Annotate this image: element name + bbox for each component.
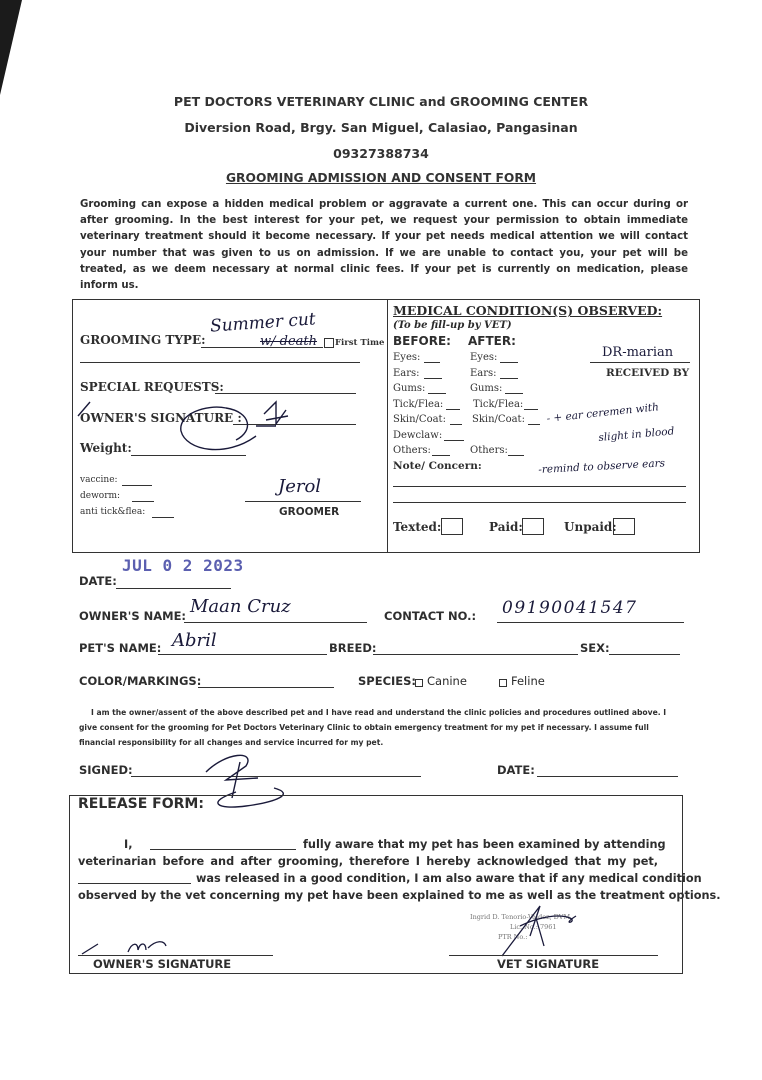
texted-label: Texted:: [393, 520, 442, 534]
vaccine-label: vaccine:: [80, 475, 118, 485]
owner-name-value: Maan Cruz: [190, 596, 291, 617]
unpaid-checkbox[interactable]: [613, 518, 635, 535]
before-label: BEFORE:: [393, 334, 451, 348]
skin-note-1: - + ear ceremen with: [546, 401, 660, 425]
release-text-4: observed by the vet concerning my pet have been explained to me as well as the treatment options.: [78, 889, 721, 902]
unpaid-label: Unpaid:: [564, 520, 617, 534]
skin-note-2: slight in blood: [598, 425, 675, 444]
owner-release-line[interactable]: [78, 955, 273, 956]
owner-name-line[interactable]: [184, 622, 367, 623]
clinic-name: PET DOCTORS VETERINARY CLINIC and GROOMING CENTER: [173, 94, 589, 109]
first-time-checkbox[interactable]: [324, 338, 334, 348]
canine-checkbox[interactable]: [415, 679, 423, 687]
line-before-tick[interactable]: [446, 409, 460, 410]
sex-line[interactable]: [609, 654, 680, 655]
line-before-ears[interactable]: [424, 378, 442, 379]
color-markings-label: COLOR/MARKINGS:: [79, 674, 202, 688]
note-line-2[interactable]: [393, 502, 686, 503]
before-tick: Tick/Flea:: [393, 399, 444, 410]
sex-label: SEX:: [580, 641, 610, 655]
after-ears: Ears:: [470, 368, 497, 379]
box-divider: [387, 299, 388, 553]
before-ears: Ears:: [393, 368, 420, 379]
grooming-extra-line: [80, 362, 360, 363]
special-requests-line[interactable]: [215, 393, 356, 394]
note-line-1[interactable]: [393, 486, 686, 487]
line-after-gums[interactable]: [505, 393, 523, 394]
medical-subtitle: (To be fill-up by VET): [393, 320, 512, 331]
feline-checkbox[interactable]: [499, 679, 507, 687]
after-tick: Tick/Flea:: [473, 399, 524, 410]
note-value: -remind to observe ears: [538, 457, 666, 476]
anti-tick-label: anti tick&flea:: [80, 507, 146, 517]
release-text-3: was released in a good condition, I am also aware that if any medical condition: [196, 872, 702, 885]
note-label: Note/ Concern:: [393, 460, 482, 472]
after-eyes: Eyes:: [470, 352, 498, 363]
signed-date-line[interactable]: [537, 776, 678, 777]
clinic-phone: 09327388734: [333, 146, 429, 161]
species-label: SPECIES:: [358, 674, 417, 688]
release-i-label: I,: [124, 838, 133, 851]
weight-label: Weight:: [80, 441, 132, 455]
weight-line[interactable]: [131, 455, 246, 456]
signed-label: SIGNED:: [79, 763, 133, 777]
received-by-label: RECEIVED BY: [606, 367, 690, 379]
canine-label: Canine: [427, 674, 467, 688]
medical-title: MEDICAL CONDITION(S) OBSERVED:: [393, 303, 663, 318]
release-text-2: veterinarian before and after grooming, therefore I hereby acknowledged that my pet,: [78, 855, 659, 868]
grooming-type-value: Summer cut: [209, 309, 317, 337]
owner-signature-label: OWNER'S SIGNATURE :: [80, 411, 242, 425]
release-form-title: RELEASE FORM:: [78, 796, 204, 812]
clinic-address: Diversion Road, Brgy. San Miguel, Calasiao, Pangasinan: [184, 120, 578, 135]
received-by-line: [590, 362, 690, 363]
vaccine-line[interactable]: [122, 485, 152, 486]
special-requests-label: SPECIAL REQUESTS:: [80, 380, 224, 394]
grooming-type-value-2: w/ death: [260, 334, 318, 349]
paid-checkbox[interactable]: [522, 518, 544, 535]
line-before-skin[interactable]: [450, 424, 462, 425]
pet-name-line[interactable]: [158, 654, 327, 655]
after-gums: Gums:: [470, 383, 503, 394]
line-after-tick[interactable]: [524, 409, 538, 410]
groomer-line: [245, 501, 361, 502]
contact-line[interactable]: [497, 622, 684, 623]
line-before-eyes[interactable]: [424, 362, 440, 363]
release-pet-line[interactable]: [78, 883, 191, 884]
line-before-gums[interactable]: [428, 393, 446, 394]
breed-label: BREED:: [329, 641, 377, 655]
groomer-name: Jerol: [278, 476, 322, 497]
signed-date-label: DATE:: [497, 763, 535, 777]
contact-label: CONTACT NO.:: [384, 609, 477, 623]
date-label: DATE:: [79, 574, 117, 588]
scan-corner-shadow: [0, 0, 22, 95]
owner-name-label: OWNER'S NAME:: [79, 609, 187, 623]
texted-checkbox[interactable]: [441, 518, 463, 535]
owner-release-label: OWNER'S SIGNATURE: [93, 957, 232, 971]
vet-stamp-line-2: Lic. No.: 7961: [510, 923, 557, 931]
before-gums: Gums:: [393, 383, 426, 394]
vet-stamp-line-1: Ingrid D. Tenorio-Valdez, DVM: [470, 913, 571, 921]
first-time-label: First Time: [335, 338, 385, 348]
before-dewclaw: Dewclaw:: [393, 430, 443, 441]
consent-paragraph: I am the owner/assent of the above described pet and I have read and understand the clinic policies and procedures outlined above. I give consent for the grooming for Pet Doctors Veterinary Clinic to obtain emergency treatment for my pet if necessary. I assume full financial responsibility for all changes and service incurred for my pet.: [79, 708, 667, 747]
breed-line[interactable]: [373, 654, 578, 655]
pet-name-label: PET'S NAME:: [79, 641, 162, 655]
line-before-dewclaw[interactable]: [444, 440, 464, 441]
deworm-label: deworm:: [80, 491, 121, 501]
before-skin: Skin/Coat:: [393, 414, 446, 425]
pet-name-value: Abril: [172, 630, 217, 651]
after-others: Others:: [470, 445, 508, 456]
before-eyes: Eyes:: [393, 352, 421, 363]
vet-stamp-line-3: PTR No.:: [498, 933, 528, 941]
release-text-1: fully aware that my pet has been examined by attending: [303, 838, 666, 851]
vet-release-label: VET SIGNATURE: [497, 957, 600, 971]
contact-value: 09190041547: [502, 598, 638, 618]
paid-label: Paid:: [489, 520, 523, 534]
deworm-line[interactable]: [132, 501, 154, 502]
received-by-name: DR-marian: [602, 345, 674, 360]
form-title: GROOMING ADMISSION AND CONSENT FORM: [225, 171, 537, 185]
after-skin: Skin/Coat:: [472, 414, 525, 425]
line-before-others[interactable]: [432, 455, 450, 456]
vet-release-line[interactable]: [449, 955, 658, 956]
before-others: Others:: [393, 445, 431, 456]
date-line[interactable]: [116, 588, 231, 589]
groomer-label: GROOMER: [279, 506, 340, 518]
grooming-type-label: GROOMING TYPE:: [80, 333, 206, 347]
anti-tick-line[interactable]: [152, 517, 174, 518]
release-name-line[interactable]: [150, 849, 296, 850]
feline-label: Feline: [511, 674, 545, 688]
date-stamp: JUL 0 2 2023: [122, 556, 244, 575]
color-markings-line[interactable]: [198, 687, 334, 688]
line-after-ears[interactable]: [500, 378, 518, 379]
line-after-eyes[interactable]: [500, 362, 518, 363]
after-label: AFTER:: [468, 334, 516, 348]
line-after-others[interactable]: [508, 455, 524, 456]
line-after-skin[interactable]: [528, 424, 540, 425]
intro-paragraph: Grooming can expose a hidden medical problem or aggravate a current one. This can occur during or after grooming. In the best interest for your pet, we request your permission to obtain immediate veterinary treatment should it become necessary. If your pet needs medical attention we will contact your number that was given to us on admission. If we are unable to contact you, your pet will be treated, as we deem necessary at normal clinic fees. If your pet is currently on medication, please inform us.: [80, 199, 688, 292]
